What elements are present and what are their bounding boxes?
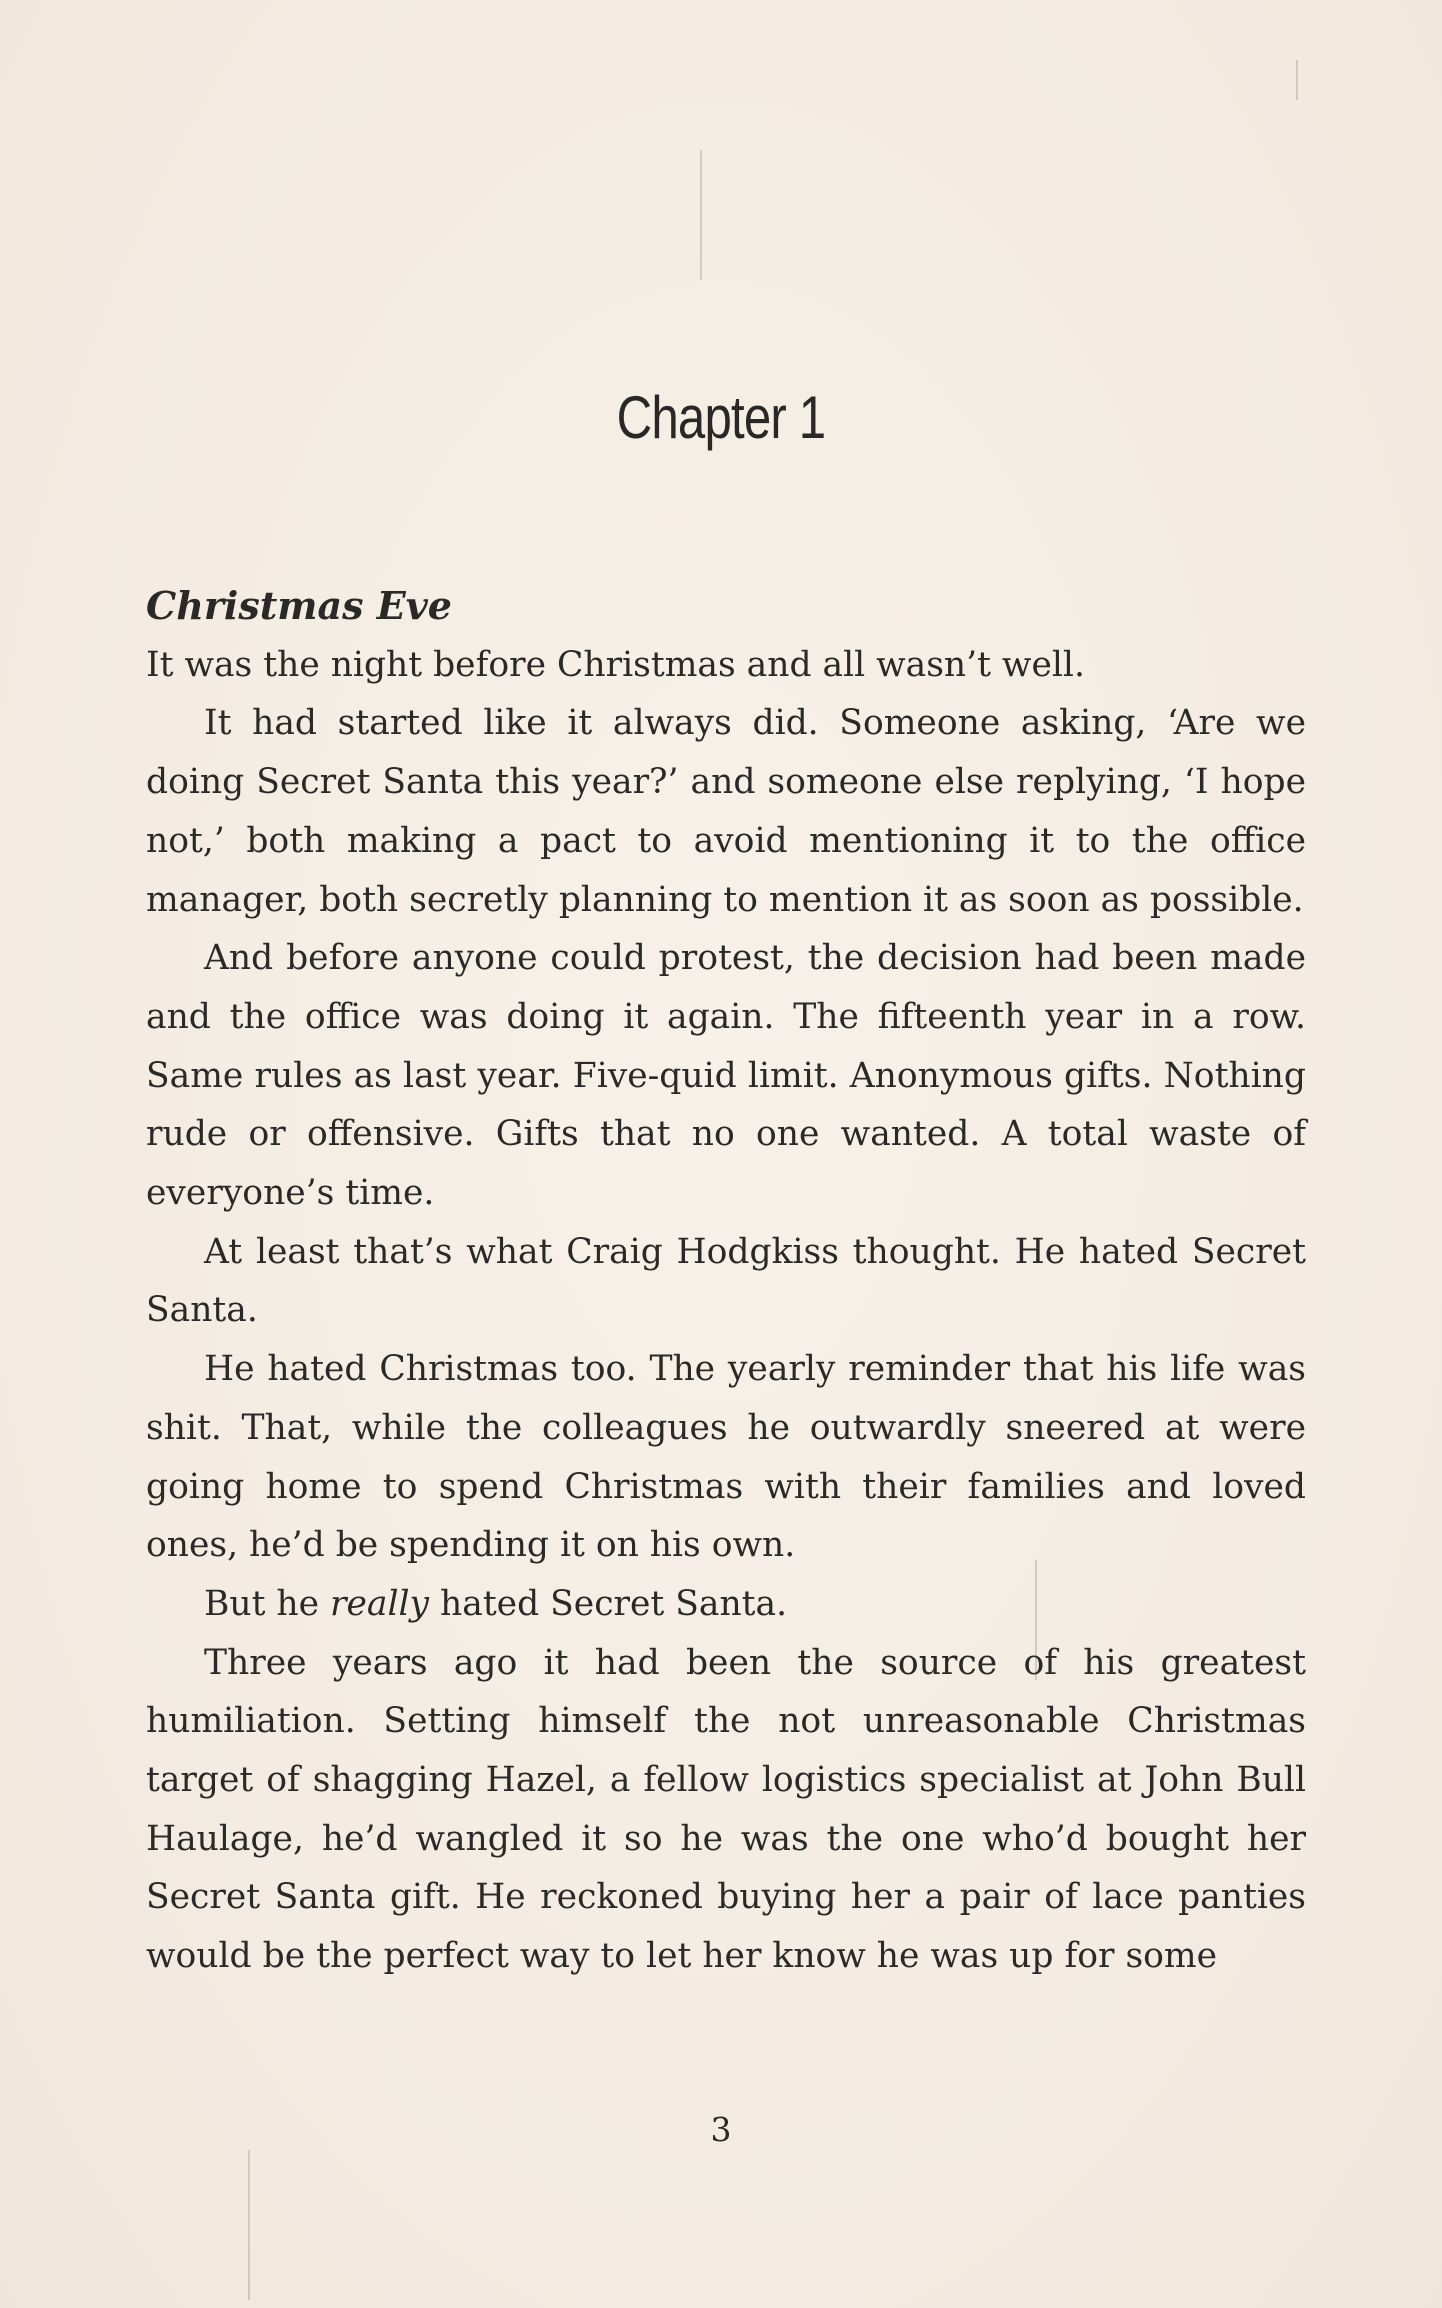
paragraph: He hated Christmas too. The yearly reminder that his life was shit. That, while the colleagues he outwardly sneered at were going home to spend Christmas with their families and loved ones, he’d be spending it on his own. bbox=[146, 1349, 1306, 1566]
paragraph: Three years ago it had been the source of his greatest humiliation. Setting himself the not unreasonable Christmas target of shagging Hazel, a fellow logistics specialist at John Bull Haulage, he’d wangled it so he was the one who’d bought her Secret Santa gift. He reckoned buying her a pair of lace panties would be the perfect way to let her know he was up for some bbox=[146, 1642, 1306, 1977]
chapter-title: Chapter 1 bbox=[616, 384, 826, 451]
page-number: 3 bbox=[710, 2110, 732, 2149]
emphasized-word: really bbox=[330, 1583, 430, 1624]
bleed-through-mark bbox=[700, 150, 702, 280]
paragraph: It was the night before Christmas and all wasn’t well. bbox=[146, 644, 1085, 685]
section-heading: Christmas Eve bbox=[146, 583, 452, 628]
bleed-through-mark bbox=[1296, 60, 1298, 100]
bleed-through-mark bbox=[248, 2150, 250, 2300]
paragraph: At least that’s what Craig Hodgkiss thought. He hated Secret Santa. bbox=[146, 1231, 1306, 1331]
paragraph-text: hated Secret Santa. bbox=[429, 1583, 788, 1624]
paragraph-text: But he bbox=[204, 1583, 331, 1624]
paragraph: And before anyone could protest, the decision had been made and the office was doing it again. The fifteenth year in a row. Same rules as last year. Five-quid limit. Anonymous gifts. Nothing rude or offensive. Gifts that no one wanted. A total waste of everyone’s time. bbox=[146, 938, 1306, 1214]
paragraph: It had started like it always did. Someone asking, ‘Are we doing Secret Santa this year?’ and someone else replying, ‘I hope not,’ both making a pact to avoid mentioning it to the office manager, both secretly planning to mention it as soon as possible. bbox=[146, 703, 1306, 920]
body-text bbox=[146, 577, 1306, 1986]
paragraph-emphasis bbox=[146, 1575, 1306, 1634]
